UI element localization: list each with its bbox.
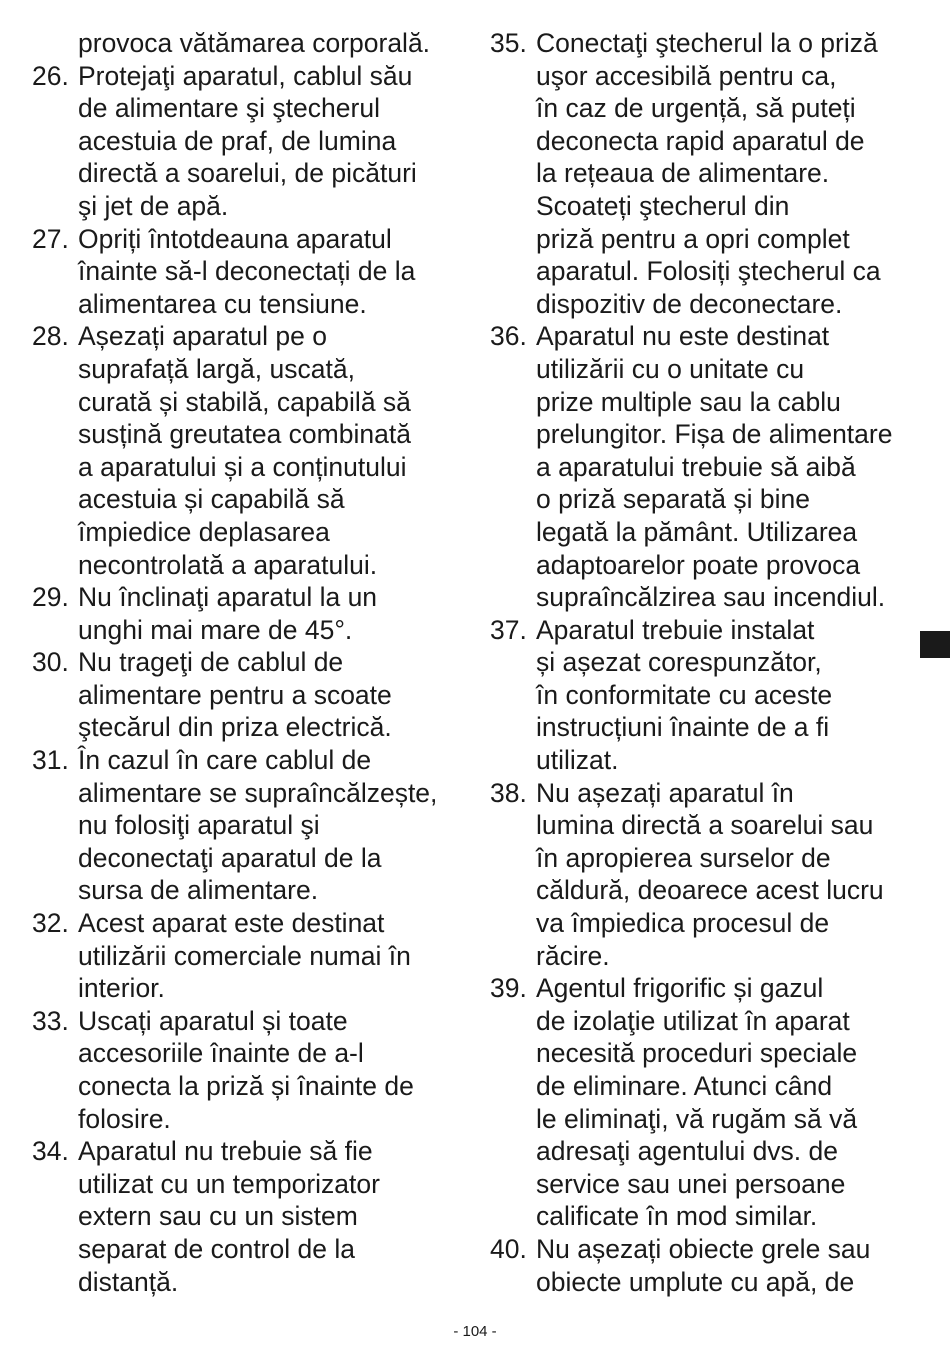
- text-line: [490, 1005, 930, 1038]
- text-line: [32, 1233, 472, 1266]
- section-tab-marker: [920, 631, 950, 658]
- line-text: prelungitor. Fișa de alimentare: [536, 419, 893, 450]
- text-line: [490, 353, 930, 386]
- text-line: [490, 157, 930, 190]
- text-line: [490, 711, 930, 744]
- line-text: acestuia de praf, de lumina: [78, 125, 397, 156]
- line-text: în conformitate cu aceste: [536, 679, 833, 710]
- text-line: [490, 1266, 930, 1299]
- text-line: [32, 157, 472, 190]
- line-text: Aparatul trebuie instalat: [536, 614, 815, 645]
- text-line: [32, 320, 472, 353]
- line-text: deconectaţi aparatul de la: [78, 842, 382, 873]
- line-text: separat de control de la: [78, 1233, 355, 1264]
- text-line: [490, 516, 930, 549]
- item-number: 35.: [490, 28, 527, 58]
- line-text: şi jet de apă.: [78, 190, 229, 221]
- line-text: în apropierea surselor de: [536, 842, 831, 873]
- line-text: necesită proceduri speciale: [536, 1038, 858, 1069]
- text-line: [490, 679, 930, 712]
- text-line: [490, 1070, 930, 1103]
- line-text: calificate în mod similar.: [536, 1201, 818, 1232]
- text-line: [490, 907, 930, 940]
- item-number: 32.: [32, 908, 69, 939]
- text-line: [32, 451, 472, 484]
- right-column: [490, 27, 930, 1298]
- text-line: [32, 874, 472, 907]
- text-line: [490, 255, 930, 288]
- line-text: Nu așezați obiecte grele sau: [536, 1233, 871, 1264]
- line-text: Conectaţi ştecherul la o priză: [536, 28, 878, 58]
- line-text: o priză separată și bine: [536, 484, 810, 515]
- item-number: 29.: [32, 582, 69, 613]
- item-number: 40.: [490, 1233, 527, 1264]
- line-text: Aparatul nu trebuie să fie: [78, 1136, 373, 1167]
- line-text: împiedice deplasarea: [78, 516, 330, 547]
- line-text: conecta la priză și înainte de: [78, 1071, 414, 1101]
- line-text: supraîncălzirea sau incendiul.: [536, 582, 886, 613]
- item-number: 36.: [490, 321, 527, 352]
- line-text: În cazul în care cablul de: [78, 745, 372, 776]
- line-text: instrucțiuni înainte de a fi: [536, 712, 830, 743]
- text-line: [32, 255, 472, 288]
- line-text: utilizării cu o unitate cu: [536, 353, 805, 384]
- item-number: 26.: [32, 60, 69, 91]
- item-number: 37.: [490, 614, 527, 645]
- text-line: [32, 1005, 472, 1038]
- text-line: [32, 516, 472, 549]
- line-text: le eliminaţi, vă rugăm să vă: [536, 1103, 858, 1134]
- line-text: alimentarea cu tensiune.: [78, 288, 367, 319]
- item-number: 28.: [32, 321, 69, 352]
- line-text: utilizat cu un temporizator: [78, 1168, 380, 1199]
- text-line: [32, 1070, 472, 1103]
- text-line: [32, 972, 472, 1005]
- text-line: [32, 190, 472, 223]
- text-line: [32, 614, 472, 647]
- text-line: [32, 1266, 472, 1299]
- text-line: [490, 809, 930, 842]
- line-text: Acest aparat este destinat: [78, 908, 385, 939]
- left-column: [32, 27, 472, 1298]
- line-text: a aparatului trebuie să aibă: [536, 451, 856, 482]
- line-text: suprafață largă, uscată,: [78, 353, 355, 384]
- text-line: [490, 940, 930, 973]
- line-text: Protejaţi aparatul, cablul său: [78, 60, 413, 91]
- text-line: [32, 27, 472, 60]
- line-text: prize multiple sau la cablu: [536, 386, 841, 417]
- text-line: [490, 451, 930, 484]
- text-line: [490, 223, 930, 256]
- line-text: service sau unei persoane: [536, 1168, 846, 1199]
- text-line: [32, 1168, 472, 1201]
- line-text: directă a soarelui, de picături: [78, 158, 417, 189]
- item-number: 33.: [32, 1005, 69, 1036]
- line-text: dispozitiv de deconectare.: [536, 288, 843, 319]
- text-line: [32, 744, 472, 777]
- page-number: - 104 -: [453, 1323, 497, 1340]
- text-line: [32, 1103, 472, 1136]
- item-number: 39.: [490, 973, 527, 1004]
- line-text: utilizării comerciale numai în: [78, 940, 411, 971]
- line-text: în caz de urgență, să puteți: [536, 93, 856, 124]
- line-text: aparatul. Folosiți ştecherul ca: [536, 256, 881, 287]
- item-number: 31.: [32, 745, 69, 776]
- text-line: [490, 190, 930, 223]
- text-line: [490, 92, 930, 125]
- text-line: [490, 646, 930, 679]
- text-line: [32, 1200, 472, 1233]
- line-text: răcire.: [536, 940, 610, 971]
- text-line: [490, 60, 930, 93]
- text-line: [32, 1037, 472, 1070]
- text-line: [32, 549, 472, 582]
- text-line: [490, 483, 930, 516]
- text-line: [32, 711, 472, 744]
- line-text: obiecte umplute cu apă, de: [536, 1266, 855, 1297]
- line-text: de eliminare. Atunci când: [536, 1071, 833, 1101]
- text-line: [32, 581, 472, 614]
- line-text: curată și stabilă, capabilă să: [78, 386, 411, 417]
- line-text: la rețeaua de alimentare.: [536, 158, 830, 189]
- text-line: [32, 386, 472, 419]
- text-line: [32, 223, 472, 256]
- line-text: extern sau cu un sistem: [78, 1201, 358, 1232]
- line-text: sursa de alimentare.: [78, 875, 319, 906]
- line-text: a aparatului și a conținutului: [78, 451, 407, 482]
- line-text: deconecta rapid aparatul de: [536, 125, 865, 156]
- text-line: [32, 777, 472, 810]
- line-text: Așezați aparatul pe o: [78, 321, 327, 352]
- line-text: Nu trageţi de cablul de: [78, 647, 344, 678]
- text-line: [32, 809, 472, 842]
- text-line: [490, 27, 930, 60]
- line-text: provoca vătămarea corporală.: [78, 28, 431, 58]
- text-line: [490, 1168, 930, 1201]
- line-text: susțină greutatea combinată: [78, 419, 411, 450]
- line-text: Nu înclinaţi aparatul la un: [78, 582, 378, 613]
- line-text: utilizat.: [536, 745, 619, 776]
- line-text: accesoriile înainte de a-l: [78, 1038, 364, 1069]
- text-line: [490, 288, 930, 321]
- line-text: de izolaţie utilizat în aparat: [536, 1005, 850, 1036]
- line-text: Nu așezați aparatul în: [536, 777, 794, 808]
- text-line: [490, 1233, 930, 1266]
- text-line: [490, 1103, 930, 1136]
- line-text: alimentare se supraîncălzește,: [78, 777, 438, 808]
- text-line: [32, 1135, 472, 1168]
- line-text: Opriți întotdeauna aparatul: [78, 223, 392, 254]
- text-line: [490, 874, 930, 907]
- text-line: [32, 940, 472, 973]
- line-text: interior.: [78, 973, 165, 1004]
- text-line: [32, 60, 472, 93]
- item-number: 38.: [490, 777, 527, 808]
- line-text: acestuia și capabilă să: [78, 484, 345, 515]
- text-line: [490, 1200, 930, 1233]
- text-line: [32, 92, 472, 125]
- line-text: unghi mai mare de 45°.: [78, 614, 353, 645]
- text-line: [32, 418, 472, 451]
- text-line: [490, 320, 930, 353]
- text-line: [490, 744, 930, 777]
- text-line: [32, 679, 472, 712]
- line-text: priză pentru a opri complet: [536, 223, 850, 254]
- text-line: [32, 483, 472, 516]
- text-line: [490, 777, 930, 810]
- text-line: [32, 288, 472, 321]
- line-text: adresaţi agentului dvs. de: [536, 1136, 839, 1167]
- line-text: lumina directă a soarelui sau: [536, 810, 874, 841]
- item-number: 34.: [32, 1136, 69, 1167]
- line-text: necontrolată a aparatului.: [78, 549, 378, 580]
- line-text: va împiedica procesul de: [536, 908, 830, 939]
- line-text: nu folosiţi aparatul şi: [78, 810, 320, 841]
- text-line: [490, 418, 930, 451]
- text-line: [490, 125, 930, 158]
- text-line: [490, 1135, 930, 1168]
- text-line: [490, 1037, 930, 1070]
- item-number: 27.: [32, 223, 69, 254]
- line-text: uşor accesibilă pentru ca,: [536, 60, 837, 91]
- text-line: [490, 549, 930, 582]
- text-line: [32, 842, 472, 875]
- line-text: Aparatul nu este destinat: [536, 321, 830, 352]
- line-text: distanță.: [78, 1266, 179, 1297]
- line-text: Uscați aparatul și toate: [78, 1005, 348, 1036]
- line-text: Agentul frigorific și gazul: [536, 973, 824, 1004]
- text-line: [490, 842, 930, 875]
- text-line: [32, 353, 472, 386]
- line-text: căldură, deoarece acest lucru: [536, 875, 884, 906]
- text-line: [490, 581, 930, 614]
- text-line: [490, 972, 930, 1005]
- line-text: folosire.: [78, 1103, 171, 1134]
- line-text: Scoateți ştecherul din: [536, 190, 790, 221]
- line-text: ştecărul din priza electrică.: [78, 712, 392, 743]
- line-text: și așezat corespunzător,: [536, 647, 822, 678]
- text-line: [32, 646, 472, 679]
- line-text: alimentare pentru a scoate: [78, 679, 392, 710]
- line-text: legată la pământ. Utilizarea: [536, 516, 858, 547]
- text-line: [32, 907, 472, 940]
- text-line: [490, 614, 930, 647]
- line-text: de alimentare şi ştecherul: [78, 93, 380, 124]
- text-line: [490, 386, 930, 419]
- line-text: înainte să-l deconectați de la: [78, 256, 416, 287]
- item-number: 30.: [32, 647, 69, 678]
- text-line: [32, 125, 472, 158]
- line-text: adaptoarelor poate provoca: [536, 549, 861, 580]
